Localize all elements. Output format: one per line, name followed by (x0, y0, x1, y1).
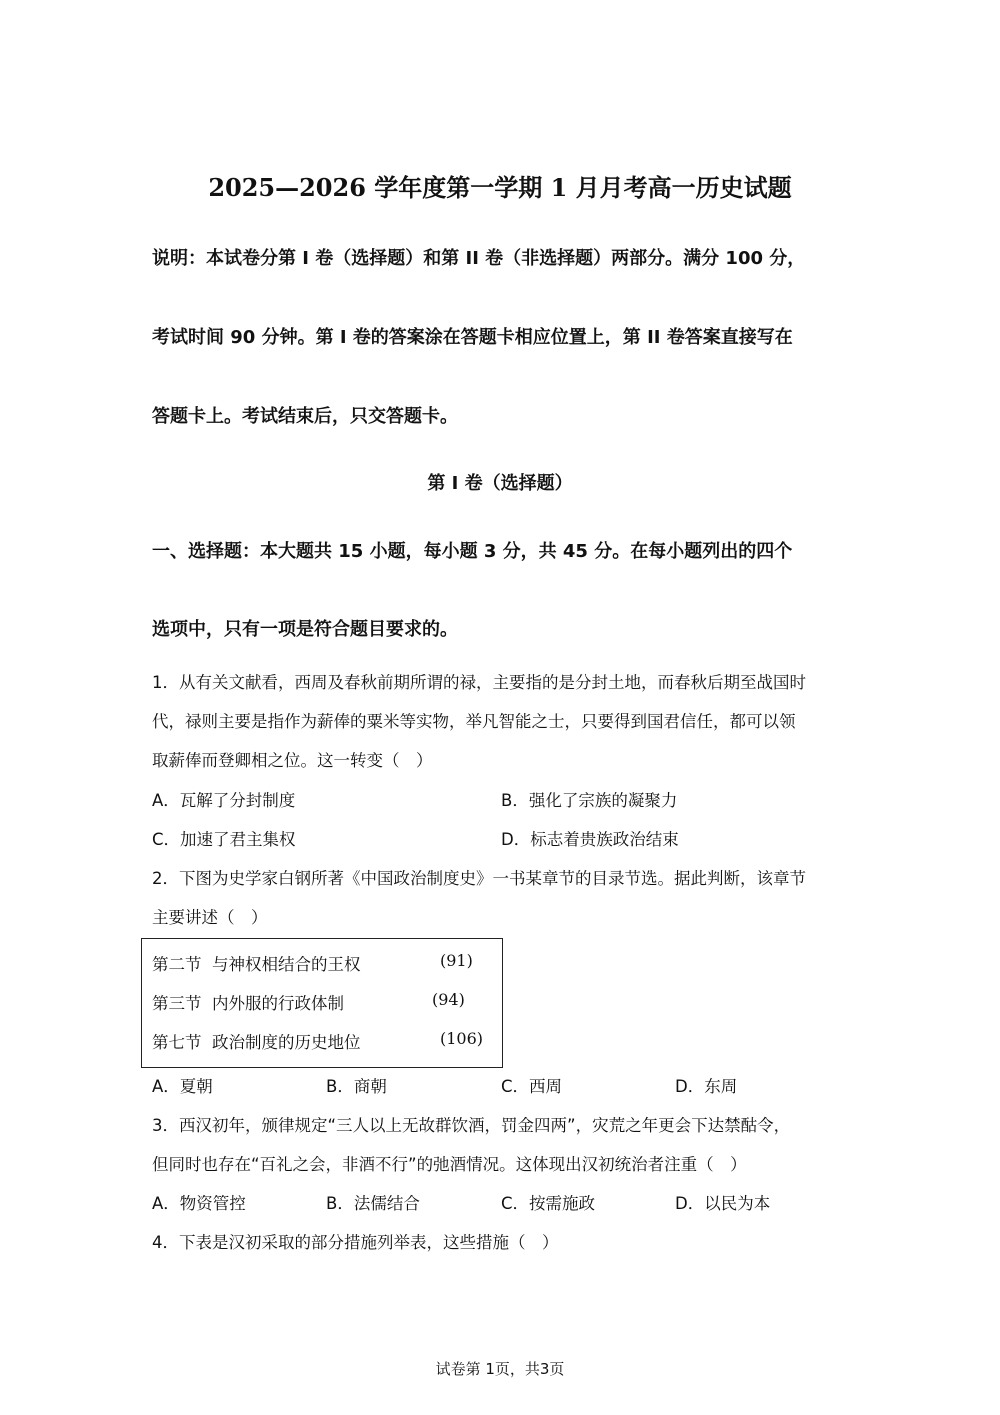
q1-line-1: 1．从有关文献看，西周及春秋前期所谓的禄，主要指的是分封土地，而春秋后期至战国时 (152, 673, 806, 692)
q1-option-d: D．标志着贵族政治结束 (501, 830, 679, 849)
instruction-line-1: 说明：本试卷分第 I 卷（选择题）和第 II 卷（非选择题）两部分。满分 100 分， (152, 248, 806, 269)
part1-title: 第 I 卷（选择题） (427, 473, 573, 494)
instruction-line-3: 答题卡上。考试结束后，只交答题卡。 (152, 406, 458, 427)
section1-line-1: 一、选择题：本大题共 15 小题，每小题 3 分，共 45 分。在每小题列出的四个 (152, 541, 793, 562)
toc-page: (94) (432, 990, 465, 1009)
q1-option-b: B．强化了宗族的凝聚力 (501, 791, 678, 810)
q2-option-d: D．东周 (675, 1077, 738, 1096)
toc-section: 第二节 (152, 955, 202, 974)
toc-section: 第三节 (152, 994, 202, 1013)
toc-name: 与神权相结合的王权 (212, 955, 361, 974)
q2-option-b: B．商朝 (326, 1077, 387, 1096)
toc-row (152, 1029, 361, 1053)
section1-line-2: 选项中，只有一项是符合题目要求的。 (152, 619, 458, 640)
q2-option-c: C．西周 (501, 1077, 563, 1096)
toc-name: 内外服的行政体制 (212, 994, 344, 1013)
instruction-line-2: 考试时间 90 分钟。第 I 卷的答案涂在答题卡相应位置上，第 II 卷答案直接写在 (152, 327, 793, 348)
q3-option-a: A．物资管控 (152, 1194, 246, 1213)
q2-line-1: 2．下图为史学家白钢所著《中国政治制度史》一书某章节的目录节选。据此判断，该章节 (152, 869, 806, 888)
q1-line-3: 取薪俸而登卿相之位。这一转变（ ） (152, 751, 433, 770)
q3-option-d: D．以民为本 (675, 1194, 771, 1213)
toc-page: (106) (440, 1029, 484, 1048)
q3-line-1: 3．西汉初年，颁律规定“三人以上无故群饮酒，罚金四两”，灾荒之年更会下达禁酤令， (152, 1116, 791, 1135)
q3-line-2: 但同时也存在“百礼之会，非酒不行”的弛酒情况。这体现出汉初统治者注重（ ） (152, 1155, 747, 1174)
q4-line-1: 4．下表是汉初采取的部分措施列举表，这些措施（ ） (152, 1233, 559, 1252)
toc-row (152, 990, 344, 1014)
toc-page: (91) (440, 951, 473, 970)
q2-option-a: A．夏朝 (152, 1077, 213, 1096)
q1-line-2: 代，禄则主要是指作为薪俸的粟米等实物，举凡智能之士，只要得到国君信任，都可以领 (152, 712, 796, 731)
exam-title: 2025—2026 学年度第一学期 1 月月考高一历史试题 (208, 173, 792, 202)
toc-box (141, 938, 503, 1068)
toc-section: 第七节 (152, 1033, 202, 1052)
q2-line-2: 主要讲述（ ） (152, 908, 268, 927)
toc-name: 政治制度的历史地位 (212, 1033, 361, 1052)
q3-option-b: B．法儒结合 (326, 1194, 420, 1213)
q3-option-c: C．按需施政 (501, 1194, 596, 1213)
page-footer: 试卷第 1页，共3页 (435, 1360, 565, 1378)
q1-option-a: A．瓦解了分封制度 (152, 791, 296, 810)
q1-option-c: C．加速了君主集权 (152, 830, 296, 849)
toc-row (152, 951, 361, 975)
